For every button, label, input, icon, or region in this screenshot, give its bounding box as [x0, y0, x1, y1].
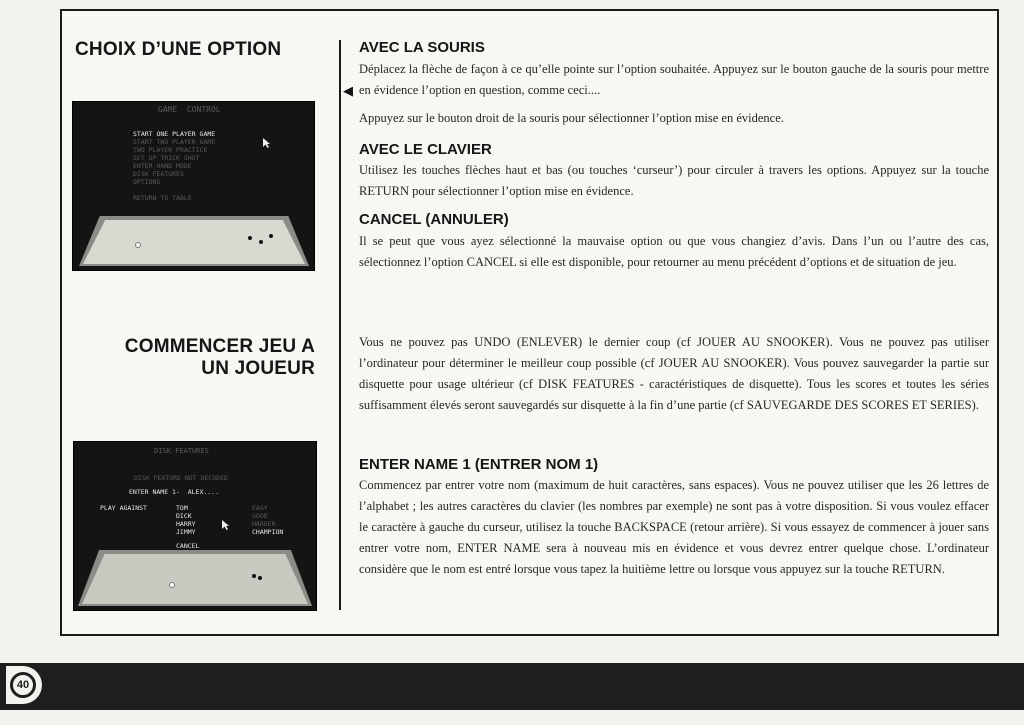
- snooker-ball: [248, 236, 252, 240]
- title-choose-option: CHOIX D’UNE OPTION: [75, 39, 282, 60]
- mouse-pointer-icon: [263, 138, 271, 148]
- shot1-menu-item: OPTIONS: [133, 178, 161, 186]
- column-divider: [339, 40, 341, 610]
- shot2-play-against: PLAY AGAINST: [100, 504, 147, 512]
- snooker-ball: [252, 574, 256, 578]
- shot2-header: DISK FEATURES: [154, 447, 209, 455]
- snooker-table-surface: [82, 554, 308, 604]
- cue-ball: [135, 242, 141, 248]
- title-single-player: [75, 336, 315, 380]
- shot2-level: HARDER: [252, 520, 276, 528]
- shot1-menu-item: ENTER HAND MODE: [133, 162, 192, 170]
- title-single-player-line1: COMMENCER JEU A: [124, 336, 315, 357]
- heading-cancel: CANCEL (ANNULER): [359, 211, 509, 228]
- shot1-menu-item: START TWO PLAYER GAME: [133, 138, 216, 146]
- enter-name-paragraph: Commencez par entrer votre nom (maximum de huit caractères, sans espaces). Vous ne pouvez utiliser que les 26 lettres de l’alphabet ; les autres caractères du clavier (les nombres par exemple) ne sont pas à votre disposition. Si vous voulez effacer le caractère à gauche du curseur, utilisez la touche BACKSPACE (retour arrière). Si vous essayez de commencer à jouer sans entrer votre nom, ENTER NAME sera à nouveau mis en évidence et vous devrez entrer quelque chose. L’ordinateur considère que le nom est entré lorsque vous tapez la huitième lettre ou lorsque vous appuyez sur la touche RETURN.: [359, 478, 989, 576]
- shot2-opponent: JIMMY: [176, 528, 196, 536]
- shot2-status: DISK FEATURE NOT DECODED: [134, 474, 228, 482]
- shot1-menu-item: RETURN TO TABLE: [133, 194, 192, 202]
- shot1-menu-item: SET UP TRICK SHOT: [133, 154, 200, 162]
- single-player-paragraph: Vous ne pouvez pas UNDO (ENLEVER) le dernier coup (cf JOUER AU SNOOKER). Vous ne pouvez pas utiliser l’ordinateur pour déterminer le meilleur coup possible (cf JOUER AU SNOOKER). Vous pouvez sauvegarder la partie sur disquette pour usage ultérieur (cf DISK FEATURES - caractéristiques de disquette). Tous les scores et toutes les séries suffisamment élevés seront sauvegardés sur disquette à la fin d’une partie (cf SAUVEGARDE DES SCORES ET SERIES).: [359, 335, 989, 412]
- shot2-level: EASY: [252, 504, 268, 512]
- shot2-opponent: DICK: [176, 512, 192, 520]
- screenshot-enter-name: [73, 441, 317, 611]
- shot1-menu-item: START ONE PLAYER GAME: [133, 130, 216, 138]
- snooker-ball: [269, 234, 273, 238]
- shot1-header: GAME CONTROL: [158, 105, 221, 114]
- shot1-menu-item: TWO PLAYER PRACTICE: [133, 146, 208, 154]
- heading-mouse: AVEC LA SOURIS: [359, 39, 485, 56]
- shot1-menu-item: DISK FEATURES: [133, 170, 184, 178]
- cue-ball: [169, 582, 175, 588]
- shot2-level: CHAMPION: [252, 528, 284, 536]
- shot2-opponent: HARRY: [176, 520, 196, 528]
- shot2-opponent: TOM: [176, 504, 188, 512]
- shot2-enter-name: ENTER NAME 1- ALEX....: [129, 488, 220, 496]
- page-number: 40: [10, 672, 36, 698]
- cancel-paragraph: Il se peut que vous ayez sélectionné la mauvaise option ou que vous changiez d’avis. Dans l’un ou l’autre des cas, sélectionnez l’option CANCEL si elle est disponible, pour retourner au menu précédent d’options et de situation de jeu.: [359, 234, 989, 269]
- mouse-paragraph-1: Déplacez la flèche de façon à ce qu’elle pointe sur l’option souhaitée. Appuyez sur le bouton gauche de la souris pour mettre en évidence l’option en question, comme ceci....: [359, 62, 989, 97]
- mouse-paragraph-2: Appuyez sur le bouton droit de la souris pour sélectionner l’option mise en évidence.: [359, 111, 784, 125]
- screenshot-game-control: [72, 101, 315, 271]
- snooker-ball: [259, 240, 263, 244]
- footer-bar: [0, 663, 1024, 710]
- title-single-player-line2: UN JOUEUR: [201, 358, 315, 379]
- mouse-pointer-icon: [222, 520, 230, 530]
- snooker-ball: [258, 576, 262, 580]
- heading-keyboard: AVEC LE CLAVIER: [359, 141, 492, 158]
- keyboard-paragraph: Utilisez les touches flèches haut et bas (ou touches ‘curseur’) pour circuler à travers les options. Appuyez sur la touche RETURN pour sélectionner l’option mise en évidence.: [359, 163, 989, 198]
- snooker-table-surface: [83, 220, 305, 264]
- shot2-cancel: CANCEL: [176, 542, 200, 550]
- heading-enter-name: ENTER NAME 1 (ENTRER NOM 1): [359, 456, 599, 473]
- shot2-level: GOOD: [252, 512, 268, 520]
- pointer-arrow-icon: ◀: [343, 83, 353, 98]
